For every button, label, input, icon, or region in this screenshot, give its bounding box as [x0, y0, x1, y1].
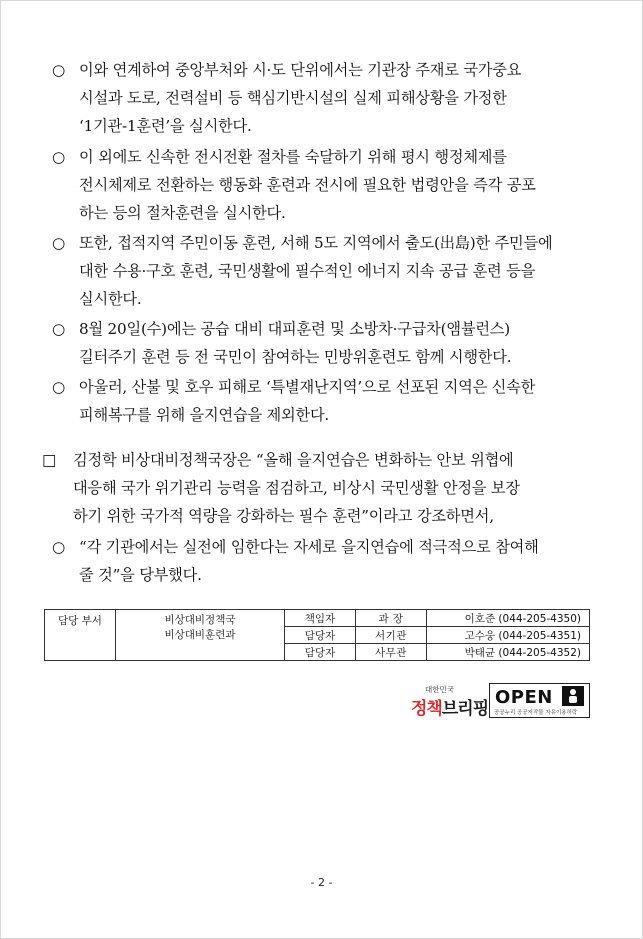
role-cell: 책임자	[285, 610, 356, 627]
position-cell: 사무관	[356, 644, 427, 661]
dept-cell: 비상대비정책국 비상대비훈련과	[116, 610, 285, 661]
main-paragraph: □ 김정학 비상대비정책국장은 “올해 을지연습은 변화하는 안보 위협에 대응해 국가 위기관리 능력을 점검하고, 비상시 국민생활 안정을 보장 하기 위한 국가적 역량을 강화하는 필수 훈련”이라고 강조하면서,	[42, 446, 607, 530]
page-number: - 2 -	[310, 876, 333, 889]
position-cell: 서기관	[356, 627, 427, 644]
paragraph-3: ○ 또한, 접적지역 주민이동 훈련, 서해 5도 지역에서 출도(出島)한 주민들에 대한 수용·구호 훈련, 국민생활에 필수적인 에너지 지속 공급 훈련 등을 실시한다.	[52, 229, 607, 313]
circle-bullet-icon: ○	[52, 148, 66, 166]
circle-bullet-icon: ○	[52, 61, 66, 79]
circle-bullet-icon: ○	[52, 378, 66, 396]
dept-label-cell: 담당 부서	[45, 610, 116, 661]
quote-paragraph: ○ “각 기관에서는 실전에 임한다는 자세로 을지연습에 적극적으로 참여해 줄 것”을 당부했다.	[52, 533, 607, 589]
position-cell: 과 장	[356, 610, 427, 627]
contact-table	[44, 609, 590, 661]
paragraph-1: ○ 이와 연계하여 중앙부처와 시·도 단위에서는 기관장 주재로 국가중요 시설과 도로, 전력설비 등 핵심기반시설의 실제 피해상황을 가정한 ‘1기관-1훈련’을 실시한다.	[52, 56, 607, 140]
square-bullet-icon: □	[42, 451, 57, 469]
role-cell: 담당자	[285, 627, 356, 644]
contact-cell: 박태균 (044-205-4352)	[427, 644, 590, 661]
table-row	[45, 610, 590, 627]
circle-bullet-icon: ○	[52, 320, 66, 338]
contact-cell: 이호준 (044-205-4350)	[427, 610, 590, 627]
role-cell: 담당자	[285, 644, 356, 661]
contact-cell: 고수웅 (044-205-4351)	[427, 627, 590, 644]
attribution-person-icon	[562, 686, 584, 706]
circle-bullet-icon: ○	[52, 234, 66, 252]
open-license-logo: OPEN 공공누리 공공저작물 자유이용허락	[489, 683, 590, 718]
paragraph-4: ○ 8월 20일(수)에는 공습 대비 대피훈련 및 소방차·구급차(앰뷸런스) 길터주기 훈련 등 전 국민이 참여하는 민방위훈련도 함께 시행한다.	[52, 315, 607, 371]
policy-briefing-logo: 대한민국 정책브리핑	[411, 685, 489, 719]
paragraph-5: ○ 아울러, 산불 및 호우 피해로 ‘특별재난지역’으로 선포된 지역은 신속한 피해복구를 위해 을지연습을 제외한다.	[52, 373, 607, 429]
paragraph-2: ○ 이 외에도 신속한 전시전환 절차를 숙달하기 위해 평시 행정체제를 전시체제로 전환하는 행동화 훈련과 전시에 필요한 법령안을 즉각 공포 하는 등의 절차훈련을 실시한다.	[52, 143, 607, 227]
circle-bullet-icon: ○	[52, 538, 66, 556]
